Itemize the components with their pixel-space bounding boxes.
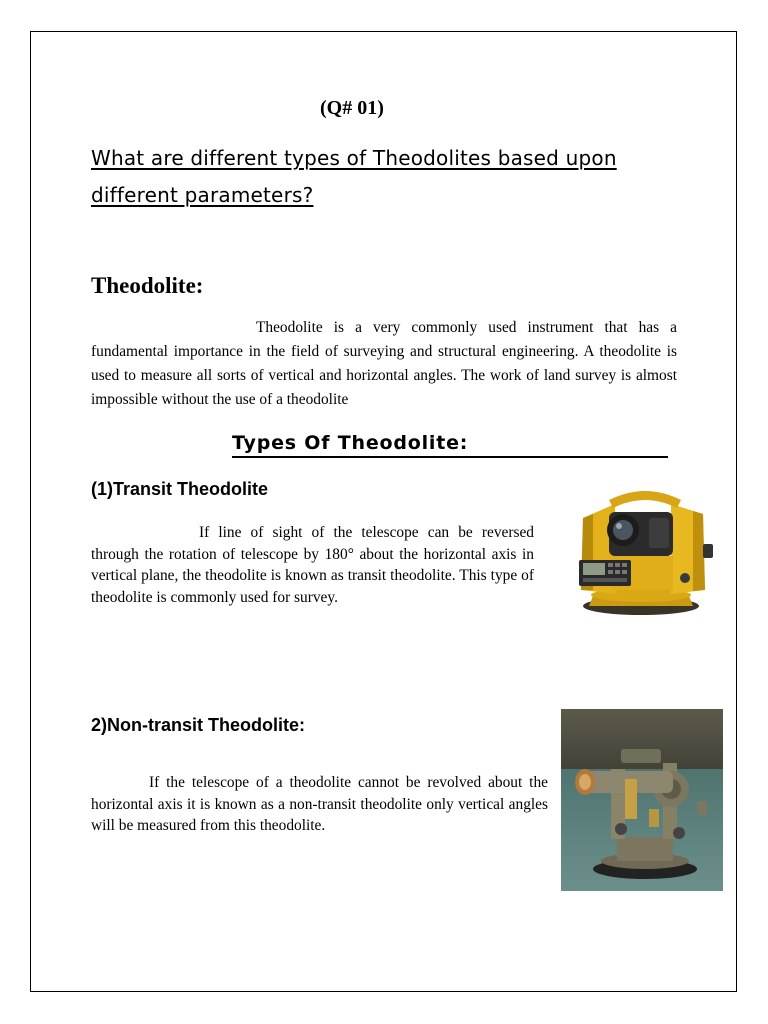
theodolite-heading: Theodolite: — [91, 273, 204, 298]
question-title: What are different types of Theodolites based upon different parameters? — [91, 146, 617, 207]
theodolite-intro: Theodolite is a very commonly used instrument that has a fundamental importance in the field of surveying and structural engineering. A theodolite is used to measure all sorts of vertical and horizontal angles. The work of land survey is almost impossible without the use of a theodolite — [91, 319, 677, 408]
non-transit-theodolite-text: If the telescope of a theodolite cannot be revolved about the horizontal axis it is known as a non-transit theodolite only vertical angles will be measured from this theodolite. — [91, 774, 548, 834]
transit-theodolite-image — [553, 478, 725, 626]
transit-theodolite-text: If line of sight of the telescope can be reversed through the rotation of telescope by 180° about the horizontal axis in vertical plane, the theodolite is known as transit theodolite. This type of theodolite is commonly used for survey. — [91, 524, 534, 606]
types-heading: Types Of Theodolite: — [232, 430, 668, 458]
transit-theodolite-heading: (1)Transit Theodolite — [91, 479, 269, 499]
question-number: (Q# 01) — [320, 97, 384, 119]
non-transit-theodolite-heading: 2)Non-transit Theodolite: — [91, 715, 305, 735]
non-transit-theodolite-image — [561, 709, 723, 891]
